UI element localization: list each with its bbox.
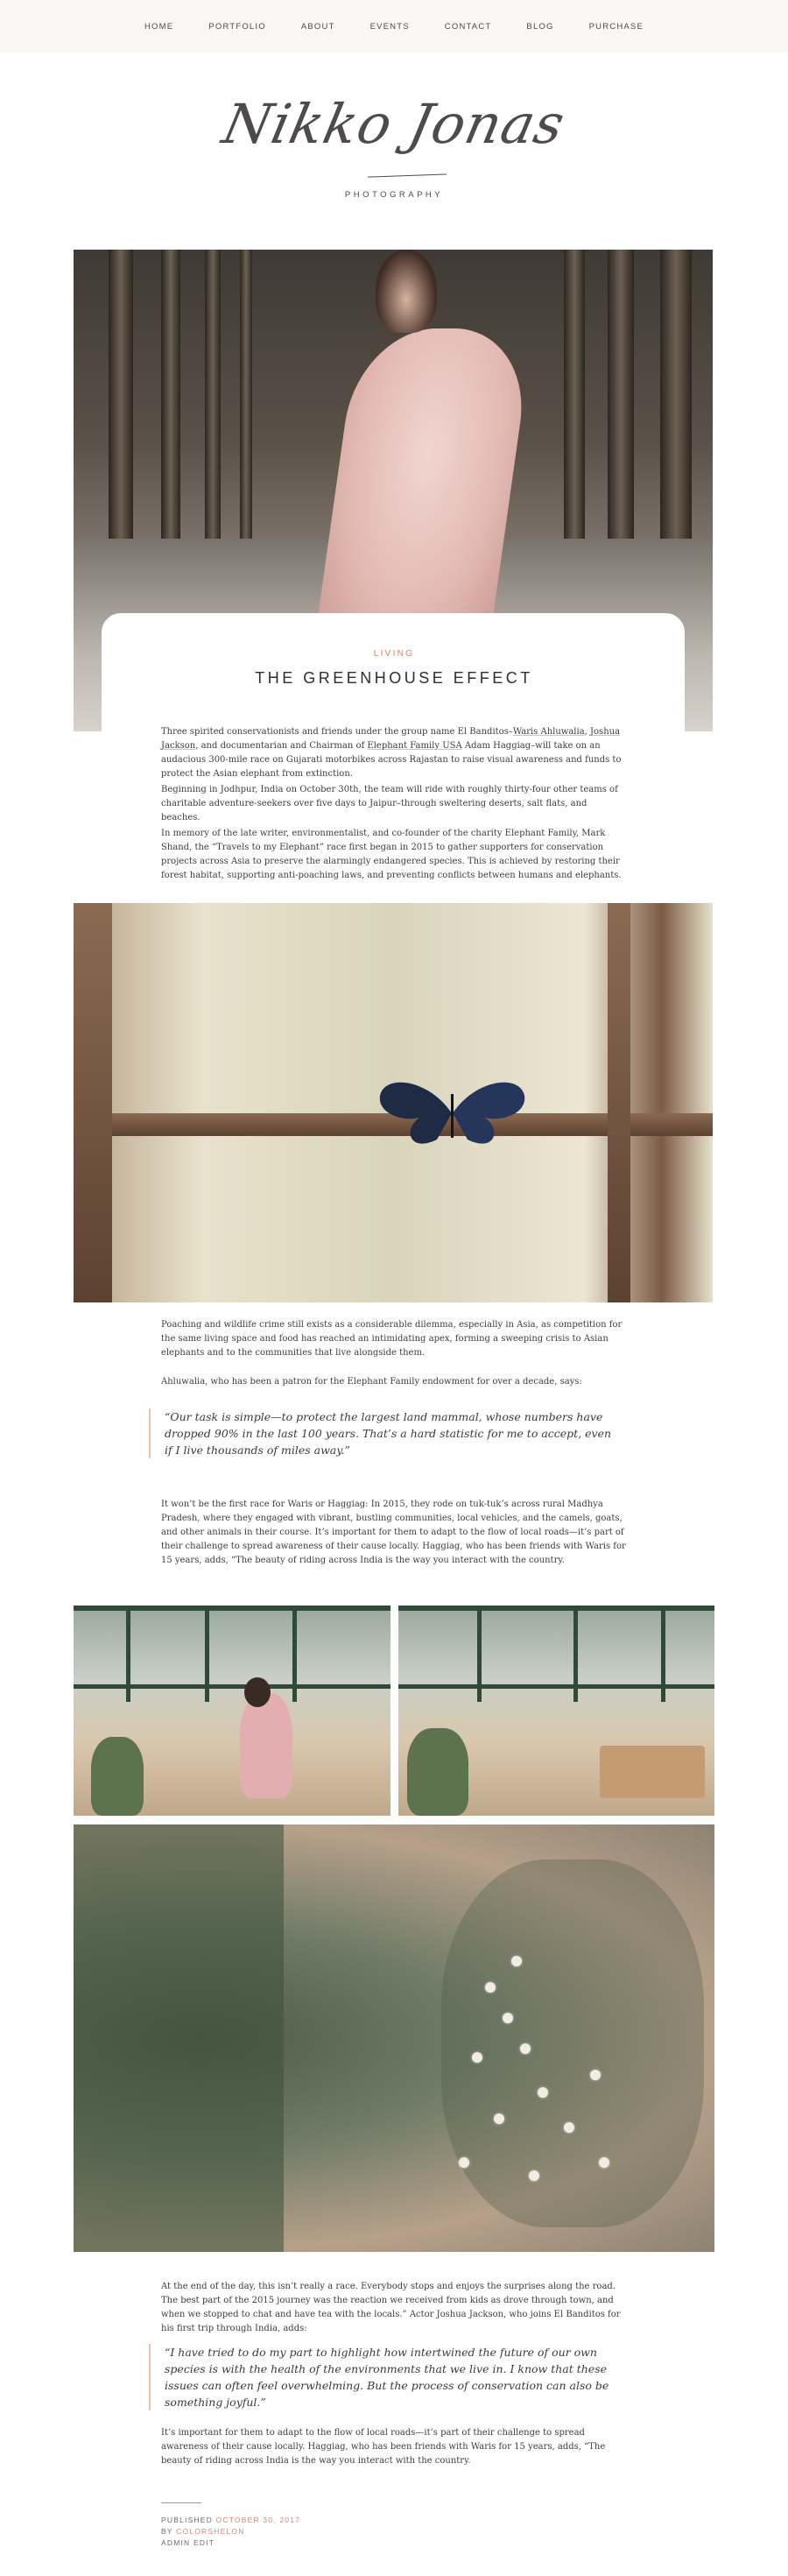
flowers-image: [74, 1824, 714, 2252]
nav-purchase[interactable]: PURCHASE: [588, 21, 644, 32]
body-paragraph-6: It won’t be the first race for Waris or Haggiag: In 2015, they rode on tuk-tuk’s across rural Madhya Pradesh, where they engaged with vibrant, bustling communities, local vehicles, and the camels, goats, and other animals in their course. It’s important for them to adapt to the flow of local roads—it’s part of their challenge to spread awareness of their cause locally. Haggiag, who has been friends with Waris for 15 years, adds, “The beauty of riding across India is the way you interact with the country.: [161, 1500, 626, 1565]
paragraph-text: Three spirited conservationists and friends under the group name El Banditos–: [161, 727, 513, 737]
blossom: [503, 2013, 513, 2023]
by-label: BY: [161, 2527, 173, 2536]
nav-events[interactable]: EVENTS: [369, 21, 410, 32]
link-joshua-jackson[interactable]: Joshua Jackson: [161, 727, 621, 751]
nav-blog[interactable]: BLOG: [526, 21, 554, 32]
published-label: PUBLISHED: [161, 2516, 213, 2524]
greenhouse-frame: [398, 1606, 714, 1611]
blossom: [599, 2157, 609, 2168]
body-paragraph-5: Ahluwalia, who has been a patron for the Elephant Family endowment for over a decade, says:: [161, 1377, 582, 1387]
post-category[interactable]: LIVING: [373, 648, 415, 659]
link-elephant-family-usa[interactable]: Elephant Family USA: [367, 741, 462, 751]
greenhouse-frame: [205, 1606, 209, 1702]
body-paragraph-8: It’s important for them to adapt to the flow of local roads—it’s part of their challenge to spread awareness of their cause locally. Haggiag, who has been friends with Waris for 15 years, adds, “The beauty of riding across India is the way you interact with the country.: [161, 2428, 606, 2466]
top-navigation: [0, 0, 788, 53]
body-paragraph-1: [161, 725, 627, 781]
greenhouse-frame: [126, 1606, 130, 1702]
greenhouse-frame: [477, 1606, 482, 1702]
blossom: [494, 2114, 504, 2124]
blossom: [511, 1956, 522, 1966]
greenhouse-frame: [573, 1606, 578, 1702]
blossom: [538, 2087, 548, 2098]
planter-box: [600, 1746, 705, 1798]
body-paragraph-2: Beginning in Jodhpur, India on October 30th, the team will ride with roughly thirty-four other teams of charitable adventure-seekers over five days to Jaipur–through sweltering deserts, salt flats, and beaches.: [161, 785, 618, 822]
nav-about[interactable]: ABOUT: [300, 21, 335, 32]
published-date-link[interactable]: OCTOBER 30, 2017: [215, 2516, 301, 2524]
greenhouse-frame: [74, 1606, 390, 1611]
blossom: [485, 1982, 496, 1993]
pull-quote-1: “Our task is simple—to protect the largest land mammal, whose numbers have dropped 90% in the last 100 years. That’s a hard statistic for me to accept, even if I live thousands of miles away.”: [149, 1408, 620, 1458]
window-frame-right: [608, 903, 630, 1302]
window-frame-left: [74, 903, 112, 1302]
blossom: [459, 2157, 469, 2168]
greenhouse-image-left: [74, 1606, 390, 1816]
post-admin: [161, 2538, 511, 2547]
author-link[interactable]: COLORSHELON: [176, 2527, 245, 2536]
greenhouse-frame: [661, 1606, 665, 1702]
woman-head: [376, 250, 437, 333]
greenhouse-frame: [74, 1684, 390, 1689]
greenhouse-frame: [398, 1684, 714, 1689]
body-paragraph-4: Poaching and wildlife crime still exists as a considerable dilemma, especially in Asia, as competition for the same living space and food has reached an intimidating apex, forming a sweeping crisis to Asian elephants and to the communities that live alongside them.: [161, 1320, 623, 1358]
nav-portfolio[interactable]: PORTFOLIO: [208, 21, 266, 32]
nav-contact[interactable]: CONTACT: [444, 21, 492, 32]
foliage-blur: [74, 1824, 284, 2252]
admin-label: ADMIN: [161, 2538, 191, 2547]
butterfly-image: [74, 903, 713, 1302]
post-published: [161, 2516, 511, 2524]
blossom: [529, 2170, 539, 2181]
site-logo[interactable]: [0, 92, 788, 206]
paragraph-text: Adam Haggiag–will take on an audacious 300-mile race on Gujarati motorbikes across Rajastan to raise visual awareness and funds to protect the Asian elephant from extinction.: [161, 741, 622, 779]
greenhouse-frame: [292, 1606, 297, 1702]
meta-divider: [161, 2502, 201, 2503]
cactus-plant: [407, 1728, 468, 1816]
body-paragraph-7: At the end of the day, this isn’t really a race. Everybody stops and enjoys the surprises along the road. The best part of the 2015 journey was the reaction we received from kids as drove through town, and when we stopped to chat and have tea with the locals.” Actor Joshua Jackson, who joins El Banditos for his first trip through India, adds:: [161, 2282, 621, 2333]
greenhouse-image-right: [398, 1606, 714, 1816]
link-waris-ahluwalia[interactable]: Waris Ahluwalia: [512, 727, 585, 737]
logo-wordmark: Nikko Jonas: [217, 92, 571, 156]
post-title: THE GREENHOUSE EFFECT: [255, 669, 533, 687]
post-author: [161, 2527, 511, 2536]
logo-subtitle: PHOTOGRAPHY: [344, 190, 444, 200]
butterfly-icon: [376, 1069, 529, 1157]
blossom: [520, 2043, 531, 2054]
logo-flourish: [368, 173, 447, 177]
woman-head: [244, 1677, 271, 1707]
foliage-blur: [441, 1860, 704, 2227]
nav-home[interactable]: HOME: [144, 21, 174, 32]
body-paragraph-3: In memory of the late writer, environmentalist, and co-founder of the charity Elephant Family, Mark Shand, the “Travels to my Elephant” race first began in 2015 to gather supporters for conservation projects across Asia to preserve the alarmingly endangered species. This is achieved by restoring their forest habitat, supporting anti-poaching laws, and preventing conflicts between humans and elephants.: [161, 829, 622, 880]
blossom: [564, 2122, 574, 2133]
cactus-plant: [91, 1737, 144, 1816]
blossom: [590, 2070, 601, 2080]
blossom: [472, 2052, 482, 2063]
pull-quote-2: “I have tried to do my part to highlight how intertwined the future of our own species is with the health of the environments that we live in. I know that these issues can often feel overwhelming. But the process of conservation can also be something joyful.”: [149, 2344, 620, 2410]
woman-pink-sweater: [240, 1693, 292, 1798]
edit-link[interactable]: EDIT: [193, 2538, 215, 2547]
paragraph-text: ,: [584, 727, 591, 737]
paragraph-text: , and documentarian and Chairman of: [195, 741, 368, 751]
